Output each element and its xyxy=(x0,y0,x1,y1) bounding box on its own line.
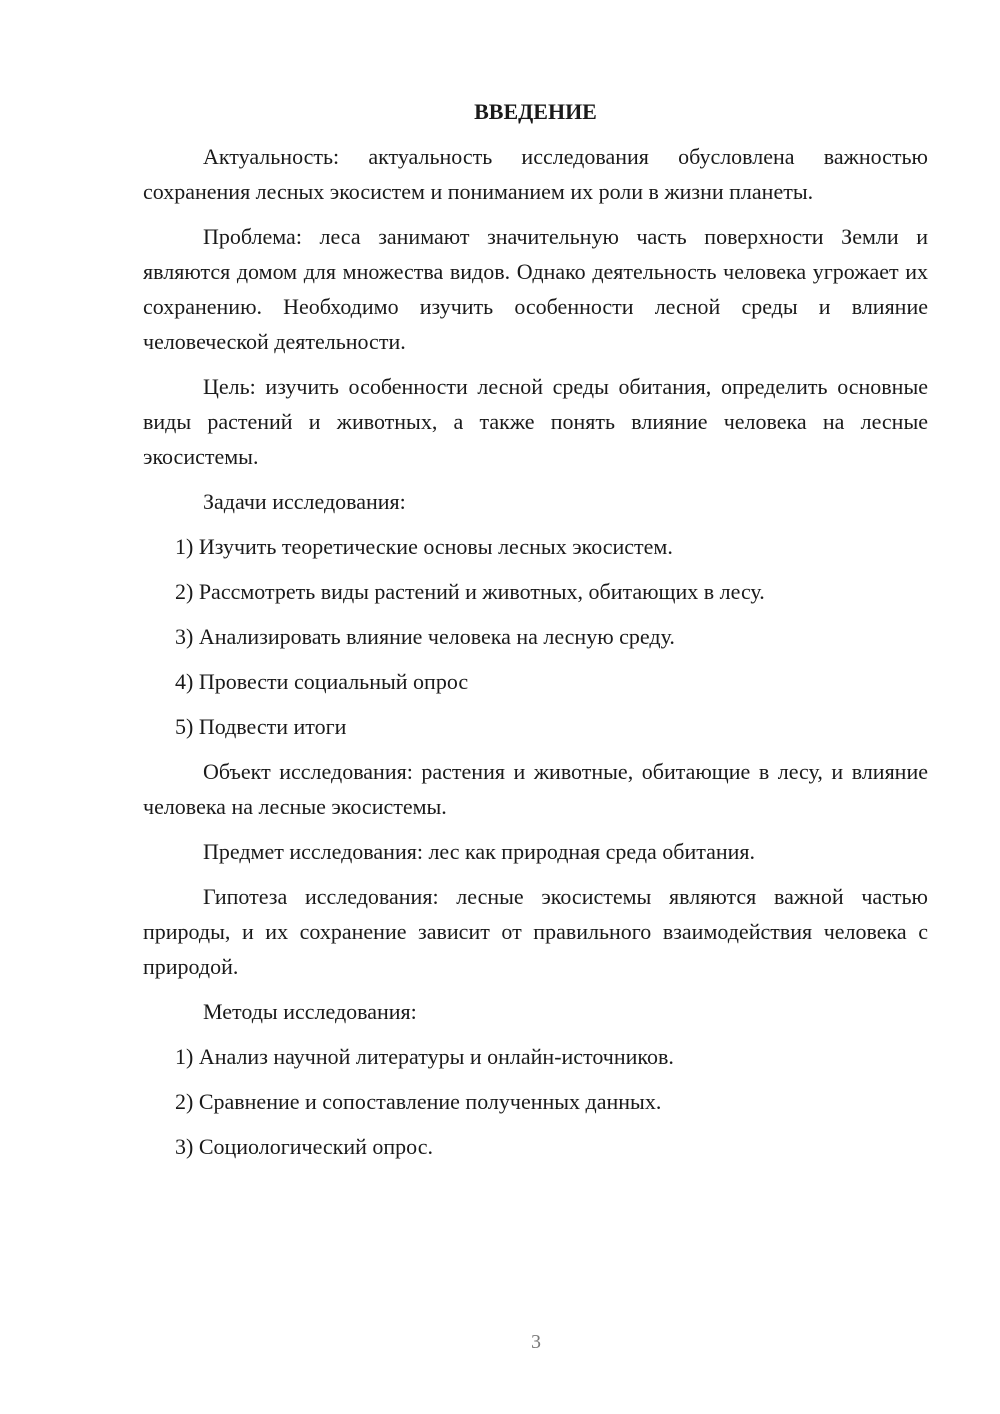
goal-paragraph: Цель: изучить особенности лесной среды обитания, определить основные виды растений и животных, а также понять влияние человека на лесные экосистемы. xyxy=(143,374,928,469)
task-item: 3) Анализировать влияние человека на лесную среду. xyxy=(175,624,675,649)
page-content xyxy=(143,94,928,1174)
subject-paragraph: Предмет исследования: лес как природная среда обитания. xyxy=(203,839,756,864)
method-item: 1) Анализ научной литературы и онлайн-источников. xyxy=(175,1044,674,1069)
method-item: 3) Социологический опрос. xyxy=(175,1134,433,1159)
task-item: 1) Изучить теоретические основы лесных экосистем. xyxy=(175,534,673,559)
method-item: 2) Сравнение и сопоставление полученных данных. xyxy=(175,1089,662,1114)
task-item: 4) Провести социальный опрос xyxy=(175,669,469,694)
task-item: 2) Рассмотреть виды растений и животных, обитающих в лесу. xyxy=(175,579,765,604)
page-number: 3 xyxy=(531,1331,541,1353)
hypothesis-paragraph: Гипотеза исследования: лесные экосистемы являются важной частью природы, и их сохранение зависит от правильного взаимодействия человека с природой. xyxy=(143,884,928,979)
task-item: 5) Подвести итоги xyxy=(175,714,347,739)
problem-paragraph: Проблема: леса занимают значительную часть поверхности Земли и являются домом для множества видов. Однако деятельность человека угрожает их сохранению. Необходимо изучить особенности лесной среды и влияние человеческой деятельности. xyxy=(143,224,928,354)
section-title: ВВЕДЕНИЕ xyxy=(474,99,597,124)
relevance-paragraph: Актуальность: актуальность исследования обусловлена важностью сохранения лесных экосистем и пониманием их роли в жизни планеты. xyxy=(143,144,928,204)
methods-label: Методы исследования: xyxy=(203,999,417,1024)
object-paragraph: Объект исследования: растения и животные, обитающие в лесу, и влияние человека на лесные экосистемы. xyxy=(143,759,928,819)
tasks-label: Задачи исследования: xyxy=(203,489,406,514)
